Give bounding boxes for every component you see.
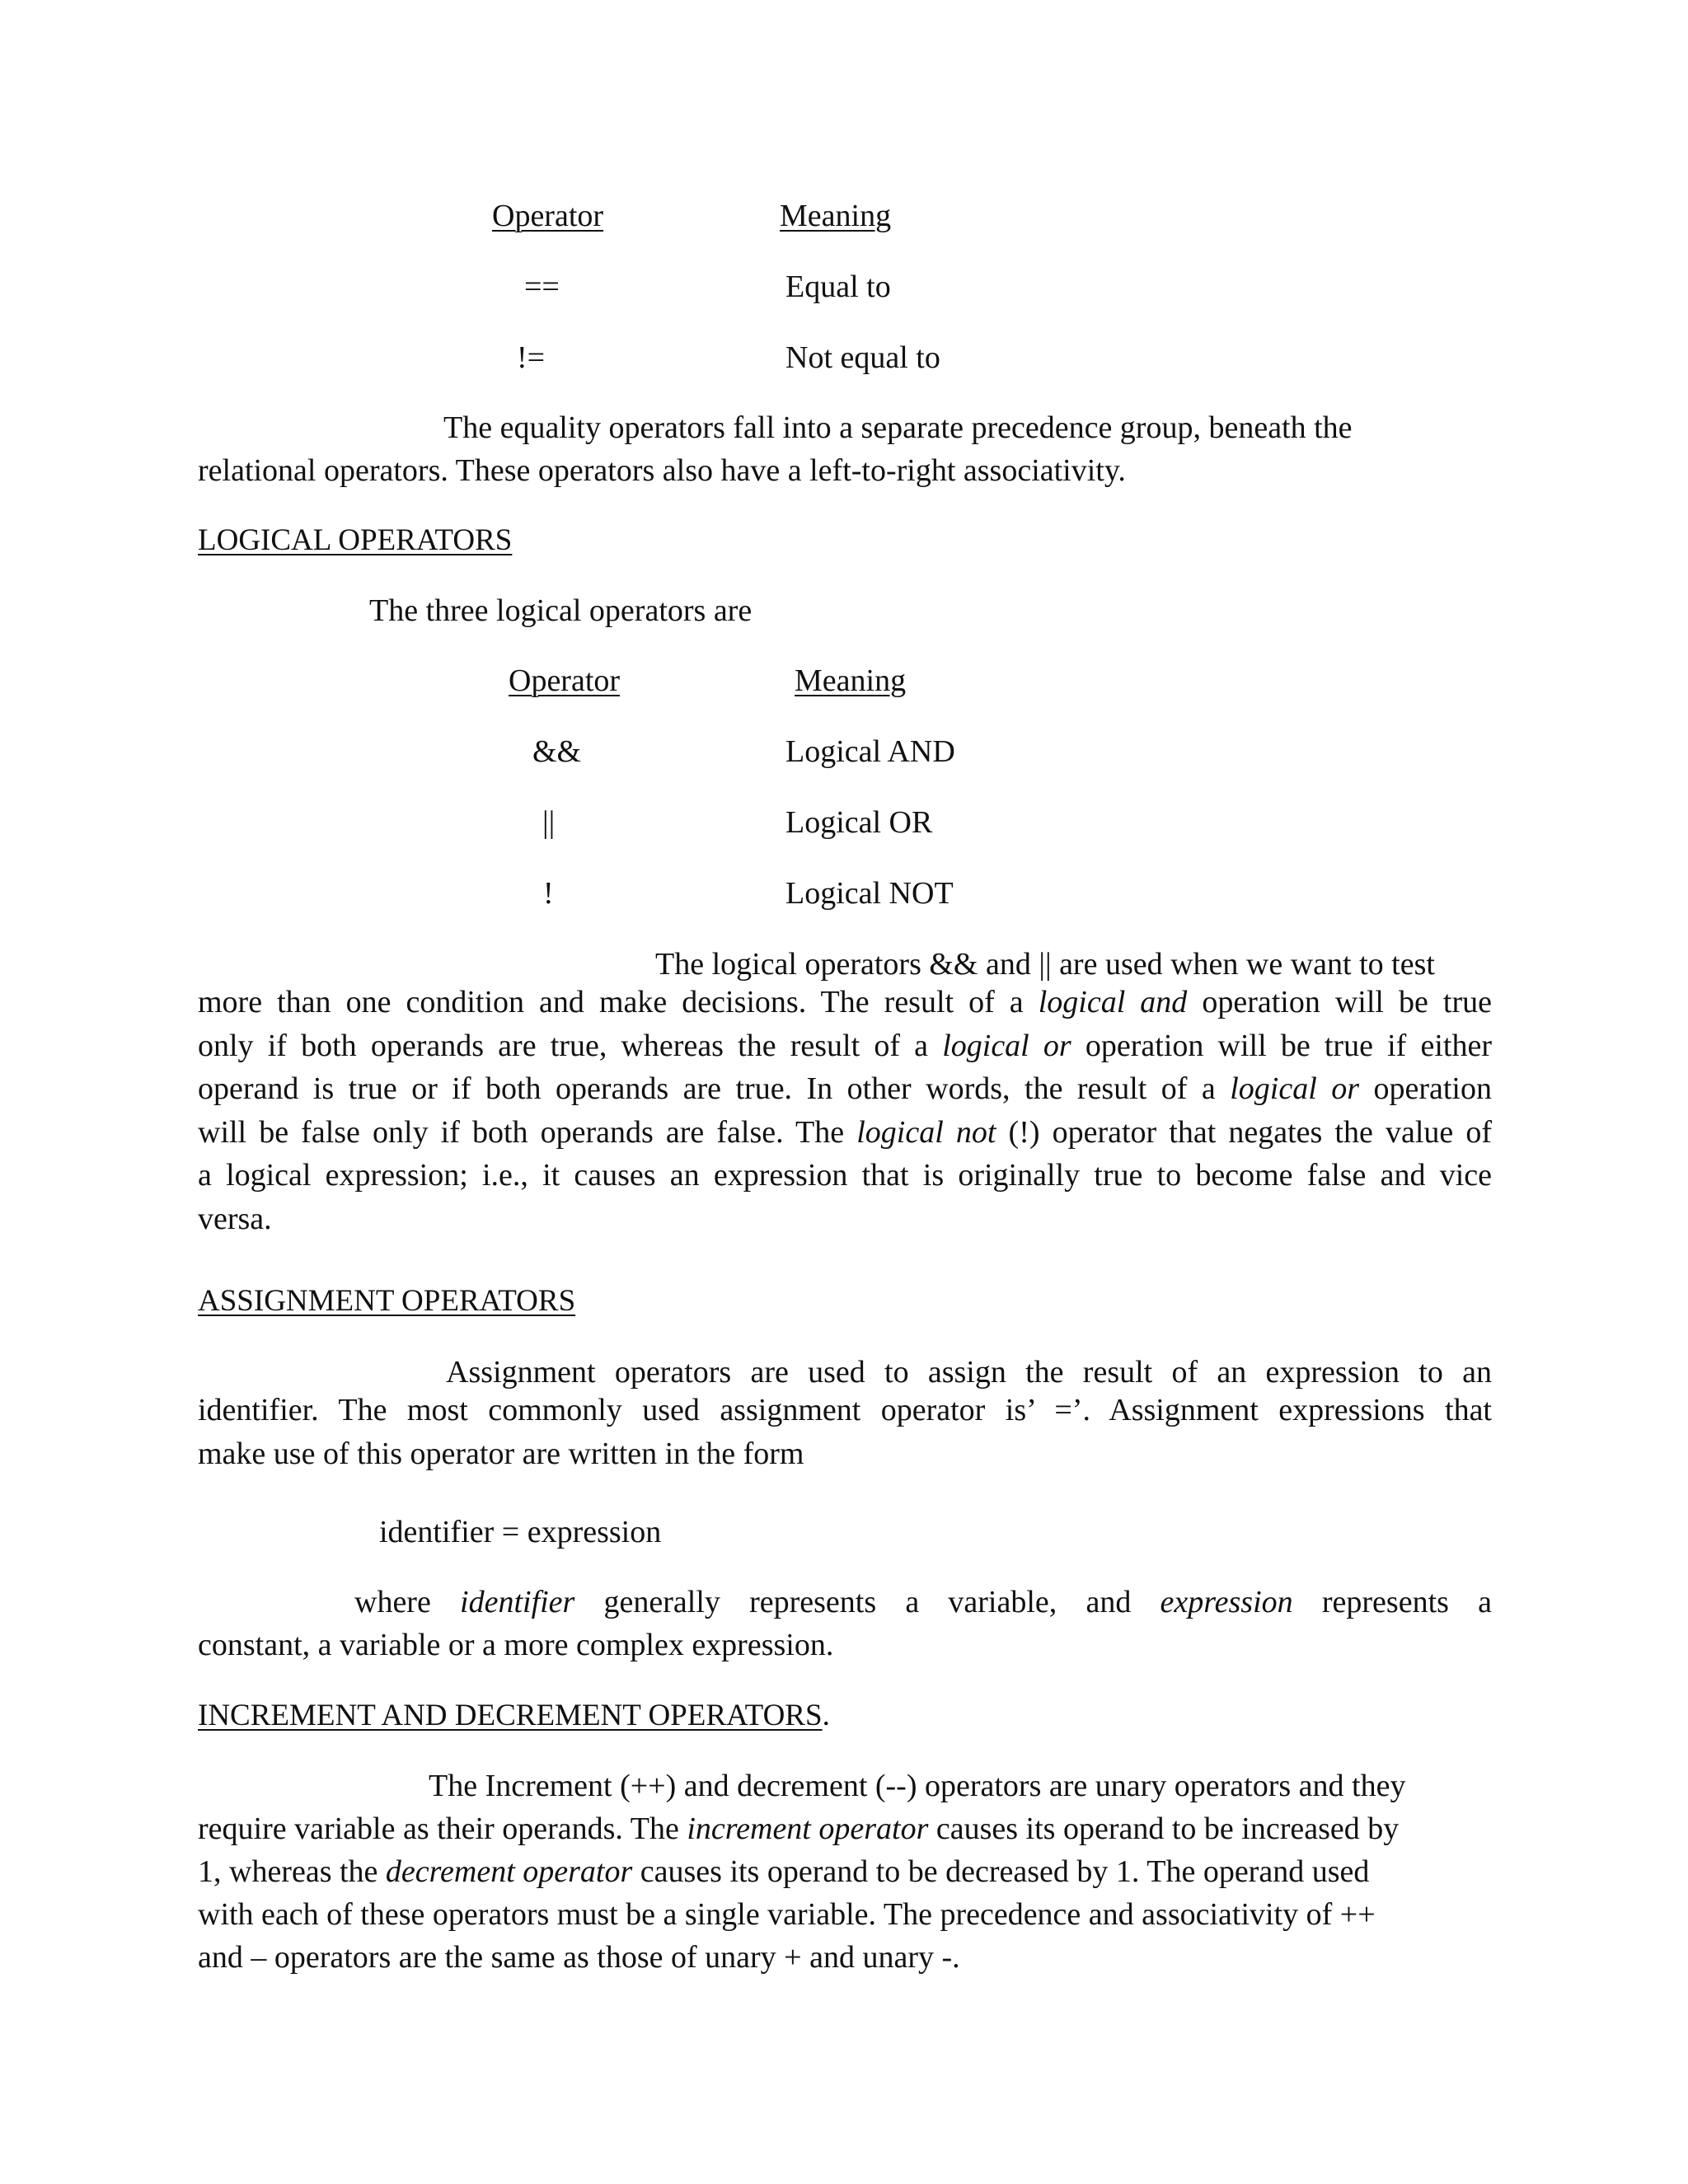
- incdec-heading: [198, 1700, 830, 1731]
- assignment-where-line-1-text: where identifier generally represents a variable, and expression represents a: [354, 1585, 1492, 1619]
- equality-operator-equal: ==: [524, 269, 560, 304]
- logical-table-header-operator: Operator: [509, 663, 621, 698]
- assignment-where-line-2: constant, a variable or a more complex expression.: [198, 1628, 834, 1662]
- assignment-where-line-1: [354, 1586, 1492, 1630]
- logical-paragraph-line-4: operand is true or if both operands are true. In other words, the result of a logical or operation: [198, 1071, 1492, 1106]
- assignment-paragraph-line-2: identifier. The most commonly used assignment operator is’ =’. Assignment expressions that: [198, 1393, 1492, 1427]
- incdec-paragraph-line-3: 1, whereas the decrement operator causes its operand to be decreased by 1. The operand used: [198, 1854, 1370, 1889]
- assignment-paragraph-line-1-text: Assignment operators are used to assign the result of an expression to an: [446, 1355, 1492, 1390]
- logical-operator-not: !: [543, 876, 554, 911]
- logical-intro: The three logical operators are: [369, 593, 753, 628]
- logical-table-header-meaning: Meaning: [795, 663, 907, 698]
- equality-paragraph-line-1: The equality operators fall into a separate precedence group, beneath the: [443, 410, 1353, 445]
- logical-paragraph-line-3: only if both operands are true, whereas the result of a logical or operation will be true if either: [198, 1028, 1492, 1063]
- equality-table-header-meaning: Meaning: [780, 199, 892, 233]
- equality-meaning-not-equal: Not equal to: [785, 340, 940, 375]
- logical-meaning-and: Logical AND: [785, 734, 955, 769]
- logical-meaning-not: Logical NOT: [785, 876, 954, 911]
- equality-meaning-equal: Equal to: [785, 269, 891, 304]
- logical-operator-or: ||: [542, 805, 556, 840]
- logical-paragraph-line-6: a logical expression; i.e., it causes an expression that is originally true to become false and vice: [198, 1158, 1492, 1193]
- assignment-paragraph-line-3: make use of this operator are written in the form: [198, 1436, 804, 1471]
- incdec-heading-period: .: [822, 1699, 830, 1732]
- logical-paragraph-line-5: will be false only if both operands are false. The logical not (!) operator that negates the value of: [198, 1114, 1492, 1150]
- incdec-heading-text: INCREMENT AND DECREMENT OPERATORS: [198, 1699, 823, 1732]
- incdec-paragraph-line-5: and – operators are the same as those of unary + and unary -.: [198, 1940, 960, 1975]
- logical-operators-heading: LOGICAL OPERATORS: [198, 523, 513, 557]
- logical-paragraph-line-7: versa.: [198, 1201, 272, 1236]
- incdec-paragraph-line-2: require variable as their operands. The increment operator causes its operand to be increased by: [198, 1811, 1400, 1846]
- incdec-paragraph-line-4: with each of these operators must be a single variable. The precedence and associativity of ++: [198, 1897, 1376, 1932]
- equality-table-header-operator: Operator: [492, 199, 604, 233]
- logical-paragraph-line-1: The logical operators && and || are used when we want to test: [655, 947, 1435, 982]
- incdec-paragraph-line-1: The Increment (++) and decrement (--) operators are unary operators and they: [429, 1769, 1406, 1803]
- assignment-paragraph-body: [198, 1389, 1492, 1475]
- logical-meaning-or: Logical OR: [785, 805, 933, 840]
- equality-operator-not-equal: !=: [517, 340, 546, 375]
- equality-paragraph-line-2: relational operators. These operators also have a left-to-right associativity.: [198, 453, 1126, 488]
- logical-operator-and: &&: [532, 734, 582, 769]
- assignment-form: identifier = expression: [379, 1515, 662, 1549]
- logical-paragraph-body: [198, 981, 1492, 1240]
- logical-paragraph-line-2: more than one condition and make decisions. The result of a logical and operation will be true: [198, 985, 1492, 1019]
- assignment-operators-heading: ASSIGNMENT OPERATORS: [198, 1284, 576, 1318]
